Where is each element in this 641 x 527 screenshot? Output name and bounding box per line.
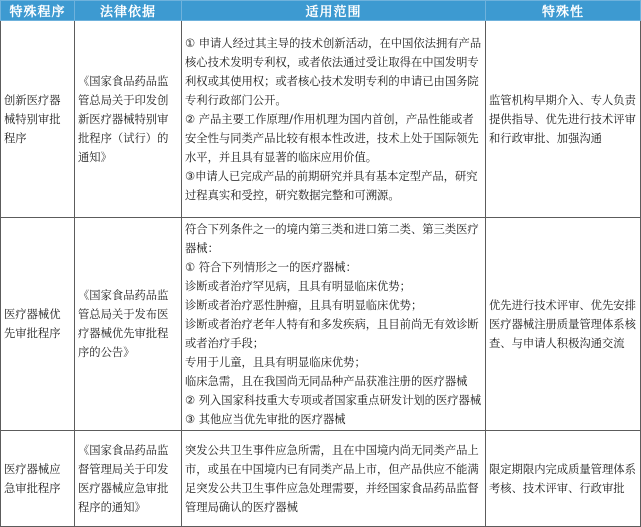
- procedure-name: 医疗器械应急审批程序: [1, 431, 75, 527]
- table-row: [1, 431, 641, 527]
- procedure-name: 医疗器械优先审批程序: [1, 218, 75, 431]
- scope-item: ② 产品主要工作原理/作用机理为国内首创，产品性能或者安全性与同类产品比较有根本性改进，技术上处于国际领先水平，并且具有显著的临床应用价值。: [185, 112, 479, 164]
- scope-item: ③申请人已完成产品的前期研究并具有基本定型产品，研究过程真实和受控，研究数据完整和可溯源。: [185, 169, 478, 202]
- scope-item: 突发公共卫生事件应急所需，且在中国境内尚无同类产品上市，或虽在中国境内已有同类产品上市，但产品供应不能满足突发公共卫生事件应急处理需要，并经国家食品药品监督管理局确认的医疗器械: [185, 443, 479, 514]
- scope-item: ② 列入国家科技重大专项或者国家重点研发计划的医疗器械: [185, 393, 482, 407]
- scope-cell: [182, 21, 486, 218]
- scope-item: 诊断或者治疗老年人特有和多发疾病，且目前尚无有效诊断或者治疗手段；: [185, 317, 479, 350]
- scope-item: 临床急需，且在我国尚无同品种产品获准注册的医疗器械: [185, 374, 468, 388]
- legal-basis: 《国家食品药品监督管理局关于印发医疗器械应急审批程序的通知》: [75, 431, 182, 527]
- scope-item: 诊断或者治疗罕见病，且具有明显临床优势；: [185, 279, 411, 293]
- legal-basis: 《国家食品药品监管总局关于发布医疗器械优先审批程序的公告》: [75, 218, 182, 431]
- table-row: [1, 218, 641, 431]
- header-procedure: 特殊程序: [1, 1, 75, 21]
- legal-basis: 《国家食品药品监管总局关于印发创新医疗器械特别审批程序（试行）的通知》: [75, 21, 182, 218]
- procedure-name: 创新医疗器械特别审批程序: [1, 21, 75, 218]
- scope-item: ① 申请人经过其主导的技术创新活动，在中国依法拥有产品核心技术发明专利权，或者依法通过受让取得在中国发明专利权或其使用权；或者核心技术发明专利的申请已由国务院专利行政部门公开。: [185, 36, 482, 107]
- scope-cell: [182, 431, 486, 527]
- scope-item: 符合下列条件之一的境内第三类和进口第二类、第三类医疗器械：: [185, 222, 479, 255]
- header-features: 特殊性: [486, 1, 641, 21]
- header-scope: 适用范围: [182, 1, 486, 21]
- scope-item: 诊断或者治疗恶性肿瘤，且具有明显临床优势；: [185, 298, 423, 312]
- table-row: [1, 21, 641, 218]
- features-cell: 限定期限内完成质量管理体系考核、技术评审、行政审批: [486, 431, 641, 527]
- table-header-row: [1, 1, 641, 21]
- scope-item: 专用于儿童，且具有明显临床优势；: [185, 355, 366, 369]
- scope-item: ③ 其他应当优先审批的医疗器械: [185, 412, 346, 426]
- features-cell: 监管机构早期介入、专人负责提供指导、优先进行技术评审和行政审批、加强沟通: [486, 21, 641, 218]
- scope-item: ① 符合下列情形之一的医疗器械：: [185, 260, 357, 274]
- header-legal-basis: 法律依据: [75, 1, 182, 21]
- scope-cell: [182, 218, 486, 431]
- features-cell: 优先进行技术评审、优先安排医疗器械注册质量管理体系核查、与申请人积极沟通交流: [486, 218, 641, 431]
